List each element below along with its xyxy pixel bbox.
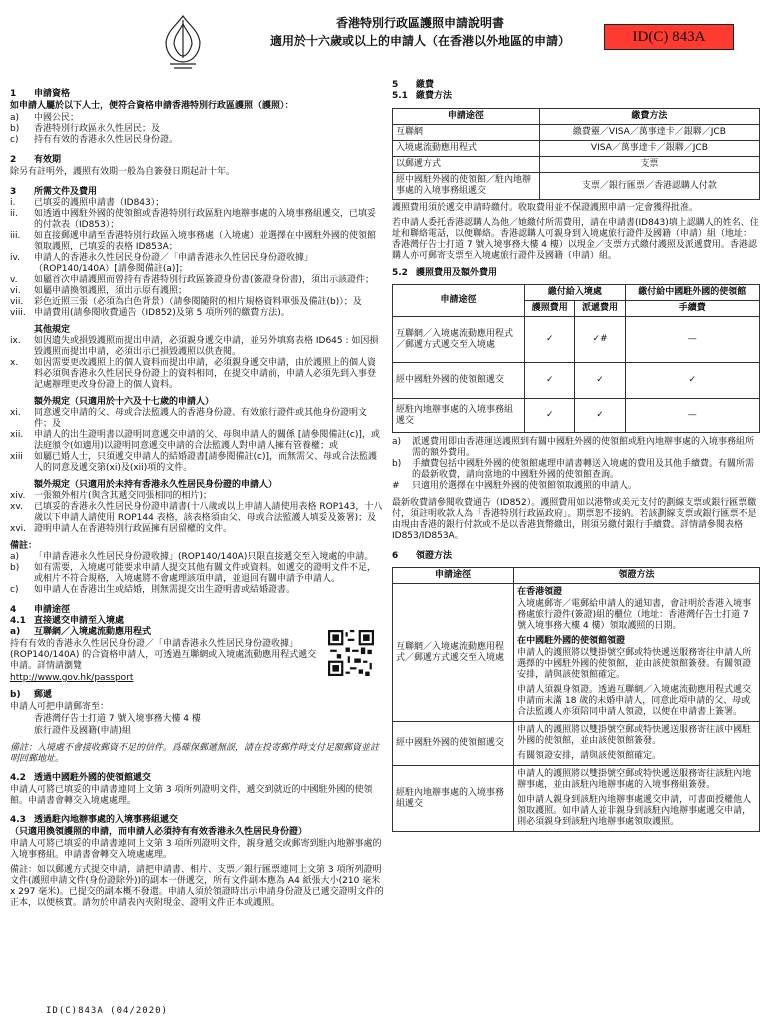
section-3-heading: 3 所需文件及費用 (10, 187, 98, 197)
table-row: 以郵遞方式 支票 (393, 157, 760, 173)
list-item: xv. 已填妥的香港永久性居民身份證申請書(十八歲或以上申請人請使用表格 ROP143，十八歲以下申請人請使用 ROP144 表格，該表格須由父、母或合法監護人填妥及簽署)；及 (10, 502, 383, 523)
table-row: 經中國駐外國的使領館遞交 申請人的護照將以雙掛號空郵或特快遞送服務寄往該中國駐外國的使領館，並由該使領館簽發。 有關領證安排，請與該使領館確定。 (393, 722, 760, 766)
section-2-heading: 2 有效期 (10, 155, 62, 165)
table-row: 互聯網／入境處流動應用程式／郵遞方式遞交至入境處 ✓ ✓# — (393, 317, 760, 363)
online-application-text: 持有有效的香港永久性居民身份證／「申請香港永久性居民身份證收據」(ROP140/140A) 的合資格申請人，可透過互聯網或入境處流動應用程式遞交申請。詳情請瀏覽 (10, 639, 317, 671)
table-header: 繳付給入境處 (525, 285, 626, 301)
extra-requirements-no-id-list (10, 491, 384, 535)
section-4-1-heading: 4.1 直接遞交申請至入境處 (10, 616, 125, 626)
latest-fee-note: 最新收費請參閱收費通告（ID852）。護照費用如以港幣或美元支付的劃線支票或銀行匯票繳付，須註明收款人為「香港特別行政區政府」。期票恕不接納。若該劃線支票或銀行匯票不是由現由香港的銀行付款或不是以香港貨幣繳出，則須另繳付銀行手續費。詳情請參閱表格 ID853/ID853A。 (392, 498, 757, 541)
list-item: i. 已填妥的護照申請書（ID843）； (10, 198, 165, 208)
right-column (392, 80, 760, 832)
section-1-intro: 如申請人屬於以下人士，便符合資格申請香港特別行政區護照（護照）： (10, 101, 294, 111)
extra-requirements-16-17-heading: 額外規定（只適用於十六及十七歲的申請人） (34, 397, 215, 407)
section-4-3-text: 申請人可將已填妥的申請書連同上文第 3 項所列證明文件，親身遞交或郵寄到駐內地辦事處的入境事務組。申請書會轉交入境處處理。 (10, 839, 382, 860)
table-header: 手續費 (625, 301, 759, 317)
payment-method-table (392, 108, 760, 200)
table-header: 申請途徑 (393, 568, 514, 584)
list-item: a) 派遞費用即由香港運送護照到有關中國駐外國的使領館或駐內地辦事處的入境事務組所需的額外費用。 (392, 437, 755, 458)
table-header: 繳費方法 (539, 109, 759, 125)
list-item: xiv. 一張額外相片(與含其遞交同張相同的相片)； (10, 491, 213, 501)
title-line-1: 香港特別行政區護照申請說明書 (335, 16, 504, 30)
section-4-1a-heading: a) 互聯網／入境處流動應用程式 (10, 627, 152, 637)
list-item: iv. 申請人的香港永久性居民身份證／「申請香港永久性居民身份證收據」（ROP140/140A）[請參閱備註(a)]； (10, 253, 314, 274)
table-header: 護照費用 (525, 301, 575, 317)
table-row: 互聯網 繳費靈／VISA／萬事達卡／銀聯／JCB (393, 125, 760, 141)
postage-note: 備註：入境處不會接收郵資不足的信件。爲確保郵遞無誤，請在投寄郵件時支付足額郵資並註明回郵地址。 (10, 743, 380, 764)
form-footer-code: ID(C)843A (04/2020) (46, 1006, 168, 1016)
notes-heading: 備註： (10, 541, 38, 551)
table-header: 申請途徑 (393, 109, 540, 125)
hksar-emblem-icon (160, 12, 206, 74)
eligibility-list: a) 中國公民； b) 香港特別行政區永久性居民；及 c) 持有有效的香港永久性居民身份證。 (10, 113, 179, 145)
list-item: v. 如屬首次申請護照而曾持有香港特別行政區簽證身份書(簽證身份書)，須出示該證件； (10, 275, 375, 285)
list-item: viii. 申請費用(請參閱收費通告（ID852)及第 5 項所列的繳費方法)。 (10, 308, 290, 318)
other-requirements-list (10, 336, 384, 391)
section-4-3-note: 備註：如以郵遞方式提交申請，請把申請書、相片、支票／銀行匯票連同上文第 3 項所列證明文件(護照申請文件(身份證除外))的副本一併遞交，所有文件副本應為 A4 紙張大小(210 毫米 x 297 毫米)。已提交的副本概不發還。申請人須於領證時出示申請身份證及已遞交證明文件的正本，以便核實。請勿於申請表內夾附現金、證明文件正本或護照。 (10, 865, 384, 908)
section-4-2-heading: 4.2 透過中國駐外國的使領館遞交 (10, 773, 152, 783)
payment-note-2: 若申請人委托香港認購人為他／她繳付所需費用，請在申請書(ID843)填上認購人的姓名、住址和聯絡電話，以便聯絡。香港認購人可親身到入境處旅行證件及國籍（申請）組（地址：香港灣仔告士打道 7 號入境事務大樓 4 樓）以現金／支票方式繳付護照及派遞費用。香港認購人亦可郵寄支票至入境處旅行證件及國籍（申請）組。 (392, 218, 759, 261)
section-5-1-heading: 5.1 繳費方法 (392, 91, 453, 101)
table-header: 繳付給中國駐外國的使領館 (625, 285, 759, 301)
list-item: xiii 如屬已婚人士，只須遞交申請人的結婚證書[請參閱備註(c)]，而無需父、母或合法監護人的同意及遞交第(xi)及(xii)項的文件。 (10, 452, 377, 473)
list-item: xii. 申請人的出生證明書以證明同意遞交申請的父、母與申請人的關係 [請參閱備註(c)]，或法庭頒令(如適用)以證明同意遞交申請的合法監護人對申請人擁有管養權；或 (10, 430, 380, 451)
collection-table (392, 567, 760, 832)
list-item: xvi. 證明申請人在香港特別行政區擁有居留權的文件。 (10, 524, 233, 534)
list-item: iii. 如直接郵遞申請至香港特別行政區入境事務處（入境處）並選擇在中國駐外國的使領館領取護照，已填妥的表格 ID853A； (10, 231, 377, 252)
left-column (10, 80, 384, 910)
section-4-heading: 4 申請途徑 (10, 605, 71, 615)
list-item: x. 如因需要更改護照上的個人資料而提出申請，必須親身遞交申請，由於護照上的個人資料必須與香港永久性居民身份證上的資料相同，在提交申請前，申請人必須先到入事登記處辦理更改身份證上的個人資料。 (10, 358, 377, 390)
list-item: ix. 如因遺失或損毀護照而提出申請，必須親身遞交申請，並另外填寫表格 ID645 : 如因損毀護照而提出申請，必須出示已損毀護照以供查閱。 (10, 336, 379, 357)
qr-code-icon[interactable] (328, 630, 374, 676)
list-item: vii. 彩色近照三張（必須為白色背景）（請參閱隨附的相片規格資料單張及備註(b)）；及 (10, 297, 362, 307)
form-code-badge: ID(C) 843A (604, 24, 734, 50)
extra-requirements-no-id-heading: 額外規定（只適用於未持有香港永久性居民身份證的申請人） (34, 480, 278, 490)
list-item: xi. 同意遞交申請的父、母或合法監護人的香港身份證、有效旅行證件或其他身份證明文件；及 (10, 408, 368, 429)
table-row: 互聯網／入境處流動應用程式／郵遞方式遞交至入境處 在香港領證 入境處郵寄／電郵給申請人的通知書，會註明於香港入境事務處旅行證件(簽證)組的櫃位（地址：香港灣仔告士打道 7 號入境事務大樓 4 樓）領取護照的日期。 在中國駐外國的使領館領證 申請人的護照將以雙掛號空郵或特快遞送服務寄往申請人所選擇的中國駐外國的使領館，並由該使領館簽發。有關領證安排，請與該使領館確定。 申請人須親身領證。透過互聯網／入境處流動應用程式遞交申請而未滿 18 歲的未婚申請人，同意此項申請的父、母或合法監護人亦須陪同申請人領證，以便在申請書上簽署。 (393, 584, 760, 722)
section-4-1b-heading: b) 郵遞 (10, 690, 53, 700)
fee-table (392, 284, 760, 433)
table-row: 經中國駐外國的使領館遞交 ✓ ✓ ✓ (393, 363, 760, 399)
mail-line-1: 申請人可把申請郵寄至： (10, 702, 110, 712)
table-row: 經駐內地辦事處的入境事務組遞交 ✓ ✓ — (393, 399, 760, 433)
required-documents-list (10, 198, 384, 319)
list-item: c) 如申請人在香港出生或結婚，則無需提交出生證明書或結婚證書。 (10, 585, 296, 595)
passport-info-link[interactable]: http://www.gov.hk/passport (10, 673, 134, 683)
list-item: b) 手續費包括中國駐外國的使領館處理申請書轉送入境處的費用及其他手續費。有關所需的最新收費，請向當地的中國駐外國的使領館查詢。 (392, 459, 755, 480)
section-4-3-subtitle: （只適用換領護照的申請，而申請人必須持有有效香港永久性居民身份證） (10, 827, 308, 837)
table-header: 領證方法 (514, 568, 760, 584)
document-title (230, 14, 610, 50)
list-item: vi. 如屬申請換領護照，須出示原有護照； (10, 286, 188, 296)
section-5-2-heading: 5.2 護照費用及額外費用 (392, 268, 498, 278)
section-4-1b (10, 690, 384, 737)
section-1-heading: 1 申請資格 (10, 89, 71, 99)
list-item: b) 如有需要，入境處可能要求申請人提交其他有關文件或資料。如遞交的證明文件不足，或相片不符合規格，入境處將不會處理該項申請，並退回有關申請予申請人。 (10, 563, 377, 584)
validity-text: 除另有註明外，護照有效期一般為自簽發日期起計十年。 (10, 167, 236, 177)
table-row: 經駐內地辦事處的入境事務組遞交 申請人的護照將以雙掛號空郵或特快遞送服務寄往該駐內地辦事處，並由該駐內地辦事處的入境事務組簽發。 如申請人親身到該駐內地辦事處遞交申請，可書面授權他人領取護照。如申請人並非親身到該駐內地辦事處遞交申請，則必須親身到該駐內地辦事處領取護照。 (393, 766, 760, 832)
title-line-2: 適用於十六歲或以上的申請人（在香港以外地區的申請） (269, 34, 570, 48)
section-4-2-text: 申請人可將已填妥的申請書連同上文第 3 項所列證明文件，遞交到就近的中國駐外國的使領館。申請書會轉交入境處處理。 (10, 785, 373, 806)
table-header: 申請途徑 (393, 285, 525, 317)
extra-requirements-16-17-list (10, 408, 384, 474)
notes-list (10, 552, 384, 596)
list-item: a) 「申請香港永久性居民身份證收據」(ROP140/140A)只限直接遞交至入境處的申請。 (10, 552, 374, 562)
mail-line-3: 旅行證件及國籍(申請)組 (34, 726, 132, 736)
list-item: # 只適用於選擇在中國駐外國的使領館領取護照的申請人。 (392, 481, 638, 491)
table-row: 入境處流動應用程式 VISA／萬事達卡／銀聯／JCB (393, 141, 760, 157)
list-item: ii. 如透過中國駐外國的使領館或香港特別行政區駐內地辦事處的入境事務組遞交，已填妥的付款表（ID853）； (10, 209, 377, 230)
table-row: 經中國駐外國的使領館／駐內地辦事處的入境事務組遞交 支票／銀行匯票／香港認購人付款 (393, 173, 760, 200)
section-5-heading: 5 繳費 (392, 80, 435, 90)
section-4-1a (10, 627, 384, 684)
table-header: 派遞費用 (575, 301, 625, 317)
payment-note-1: 護照費用須於遞交申請時繳付。收取費用並不保證護照申請一定會獲得批准。 (392, 203, 699, 213)
other-requirements-heading: 其他規定 (34, 325, 71, 335)
mail-line-2: 香港灣仔告士打道 7 號入境事務大樓 4 樓 (34, 714, 201, 724)
section-4-3-heading: 4.3 透過駐內地辦事處的入境事務組遞交 (10, 815, 179, 825)
section-6-heading: 6 領證方法 (392, 551, 453, 561)
fee-notes (392, 437, 760, 492)
